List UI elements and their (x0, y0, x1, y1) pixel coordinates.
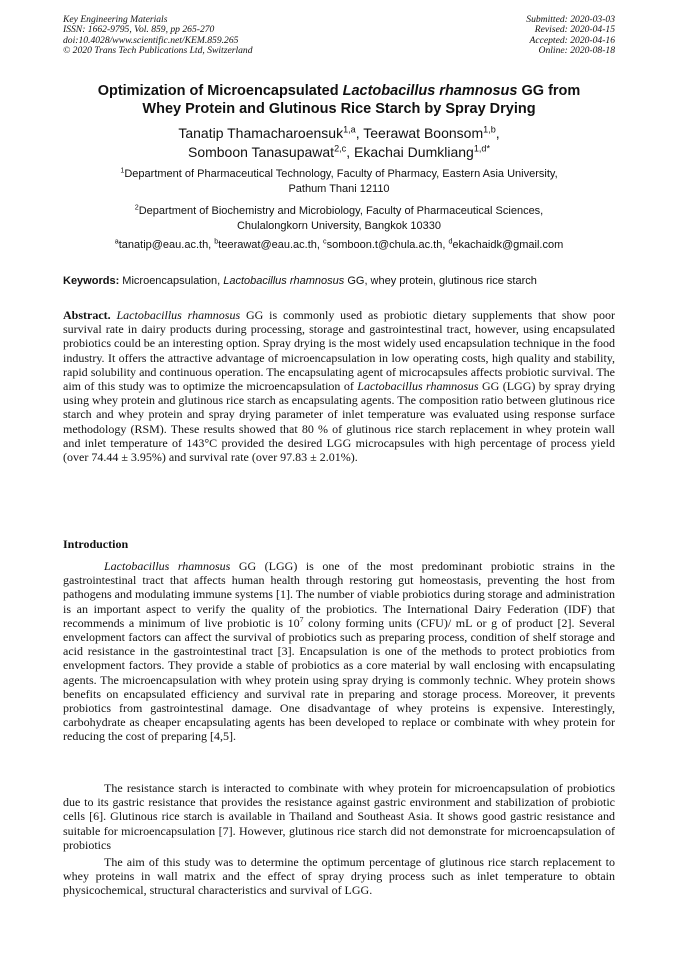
affiliation-2: $^2$Department of Biochemistry and Microbiology, Faculty of Pharmaceutical Sciences, Chulalongkorn University, Bangkok 10330 (134, 203, 544, 232)
publication-dates (526, 15, 615, 56)
intro-paragraph-1: Lactobacillus rhamnosus GG (LGG) is one of the most predominant probiotic strains in the gastrointestinal tract that affects human health through restoring gut homeostasis, preventing the host from pathogens and modulating immune systems [1]. The number of viable probiotics during storage and administration is an important aspect to verify the quality of the probiotics. The International Dairy Federation (IDF) that recommends a minimum of live probiotic is $10^7$ colony forming units (CFU)/ mL or g of product [2]. Several envelopment factors can affect the survival of probiotics such as preparing process, condition of shelf storage and acid resistance in the gastrointestinal tract [3]. Encapsulation is one of the methods to protect probiotics from envelopment factors. They provide a stable of probiotics as a core material by wall enclosing with encapsulating agents. The microencapsulation with whey protein using spray drying is commonly technic. Whey protein shows benefits on encapsulated efficiency and survival rate in preparing and storage process. Moreover, it prevents probiotics from gastrointestinal damage. One disadvantage of whey proteins is expensive. Interestingly, carbohydrate as cheaper encapsulating agents has been developed to replace or combinate with whey protein for reducing the cost of preparing [4,5]. (63, 559, 616, 744)
date-revised: Revised: 2020-04-15 (534, 24, 615, 36)
email-link[interactable]: ekachaidk@gmail.com (452, 239, 564, 251)
journal-copyright: © 2020 Trans Tech Publications Ltd, Switzerland (63, 44, 253, 56)
email-link[interactable]: tanatip@eau.ac.th, (118, 239, 215, 251)
paper-title: Optimization of Microencapsulated Lactobacillus rhamnosus GG from Whey Protein and Glutinous Rice Starch by Spray Drying (97, 83, 581, 117)
email-link[interactable]: teerawat@eau.ac.th, (218, 239, 324, 251)
date-accepted: Accepted: 2020-04-16 (529, 34, 615, 46)
email-link[interactable]: somboon.t@chula.ac.th, (326, 239, 449, 251)
intro-paragraph-3: The aim of this study was to determine the optimum percentage of glutinous rice starch replacement to whey proteins in wall matrix and the effect of spray drying process such as inlet temperature to obtain physicochemical, structural characteristics and survival of LGG. (63, 855, 615, 898)
journal-issn: ISSN: 1662-9795, Vol. 859, pp 265-270 (63, 24, 215, 36)
date-online: Online: 2020-08-18 (538, 44, 615, 56)
keywords-line: Keywords: Microencapsulation, Lactobacillus rhamnosus GG, whey protein, glutinous rice starch (63, 275, 537, 287)
intro-paragraph-2: The resistance starch is interacted to combinate with whey protein for microencapsulation of probiotics due to its gastric resistance that provides the resistance against gastric environment and stabilization of probiotic cells [6]. Glutinous rice starch is available in Thailand and Southeast Asia. It shows good gastric resistance and suitable for microencapsulation [7]. However, glutinous rice starch did not demonstrate for microencapsulation of probiotics (63, 781, 615, 852)
affiliation-1: $^1$Department of Pharmaceutical Technology, Faculty of Pharmacy, Eastern Asia University, Pathum Thani 12110 (120, 166, 558, 195)
author-list: Tanatip Thamacharoensuk$^{1,a}$, Teerawat Boonsom$^{1,b}$, Somboon Tanasupawat$^{2,c}$, Ekachai Dumkliang$^{1,d*}$ (178, 124, 500, 160)
section-heading-introduction: Introduction (63, 537, 129, 551)
abstract-paragraph: Abstract. Lactobacillus rhamnosus GG is commonly used as probiotic dietary supplements that show poor survival rate in dairy products during processing, storage and gastrointestinal tract, however, using encapsulated probiotics could be an interesting option. Spray drying is the most widely used encapsulation technique in the food industry. It offers the attractive advantage of microencapsulation in low operating costs, high quality and stability, rapid solubility and continuous operation. The encapsulating agent of microcapsules affects probiotic survival. The aim of this study was to optimize the microencapsulation of Lactobacillus rhamnosus GG (LGG) by spray drying using whey protein and glutinous rice starch as encapsulating agents. The composition ratio between glutinous rice starch and whey protein and spray drying parameter of inlet temperature was evaluated using response surface methodology (RSM). These results showed that 80 % of glutinous rice starch replacement in whey protein wall and inlet temperature of 143°C provided the desired LGG microcapsules with high percentage of process yield (over 74.44 ± 3.95%) and survival rate (over 97.83 ± 2.01%). (63, 308, 615, 465)
author-emails: $^a$tanatip@eau.ac.th, $^b$teerawat@eau.ac.th, $^c$somboon.t@chula.ac.th, $^d$ekachaidk@gmail.com (114, 237, 564, 251)
date-submitted: Submitted: 2020-03-03 (526, 14, 615, 25)
journal-name: Key Engineering Materials (63, 14, 168, 25)
journal-info (63, 15, 253, 56)
journal-doi[interactable]: doi:10.4028/www.scientific.net/KEM.859.265 (63, 34, 239, 46)
journal-header (63, 15, 615, 56)
